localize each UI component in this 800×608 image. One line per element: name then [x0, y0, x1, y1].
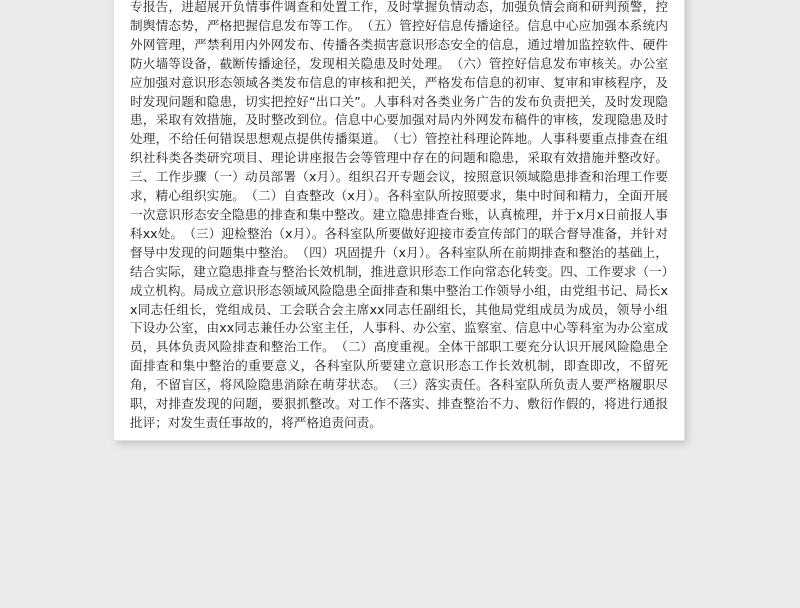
document-body-text: 专报告，进超展开负情事件调查和处置工作，及时掌握负情动态，加强负情会商和研判预警，控制舆情态势，严格把握信息发布等工作。 （五）管控好信息传播途径。信息中心应加强本系统内外网管理，严禁利用内外网发布、传播各类损害意识形态安全的信息，通过增加监控软件、硬件防火墙等设备，截断传播途径，发现相关隐患及时处理。 （六）管控好信息发布审核关。办公室应加强对意识形态领域各类发布信息的审核和把关，严格发布信息的初审、复审和审核程序，及时发现问题和隐患，切实把控好“出口关”。人事科对各类业务广告的发布负责把关，及时发现隐患，采取有效措施，及时整改到位。信息中心要加强对局内外网发布稿件的审核，发现隐患及时处理，不给任何错误思想观点提供传播渠道。 （七）管控社科理论阵地。人事科要重点排查在组织社科类各类研究项目、理论讲座报告会等管理中存在的问题和隐患，采取有效措施并整改好。三、工作步骤（一）动员部署（x月）。组织召开专题会议，按照意识领域隐患排查和治理工作要求，精心组织实施。 （二）自查整改（x月）。各科室队所按照要求，集中时间和精力，全面开展一次意识形态安全隐患的排查和集中整改。建立隐患排查台账，认真梳理，并于x月x日前报人事科xx处。 （三）迎检整治（x月）。各科室队所要做好迎接市委宣传部门的联合督导准备，并针对督导中发现的问题集中整治。 （四）巩固提升（x月）。各科室队所在前期排查和整治的基础上，结合实际，建立隐患排查与整治长效机制，推进意识形态工作向常态化转变。四、工作要求（一）成立机构。局成立意识形态领域风险隐患全面排查和集中整治工作领导小组，由党组书记、局长xx同志任组长，党组成员、工会联合会主席xx同志任副组长，其他局党组成员为成员，领导小组下设办公室，由xx同志兼任办公室主任，人事科、办公室、监察室、信息中心等科室为办公室成员，具体负责风险排查和整治工作。 （二）高度重视。全体干部职工要充分认识开展风险隐患全面排查和集中整治的重要意义，各科室队所要建立意识形态工作长效机制，即查即改，不留死角，不留盲区，将风险隐患消除在萌芽状态。 （三）落实责任。各科室队所负责人要严格履职尽职，对排查发现的问题，要狠抓整改。对工作不落实、排查整治不力、敷衍作假的，将进行通报批评；对发生责任事故的，将严格追责问责。	[130, 0, 668, 430]
document-page	[114, 0, 684, 440]
